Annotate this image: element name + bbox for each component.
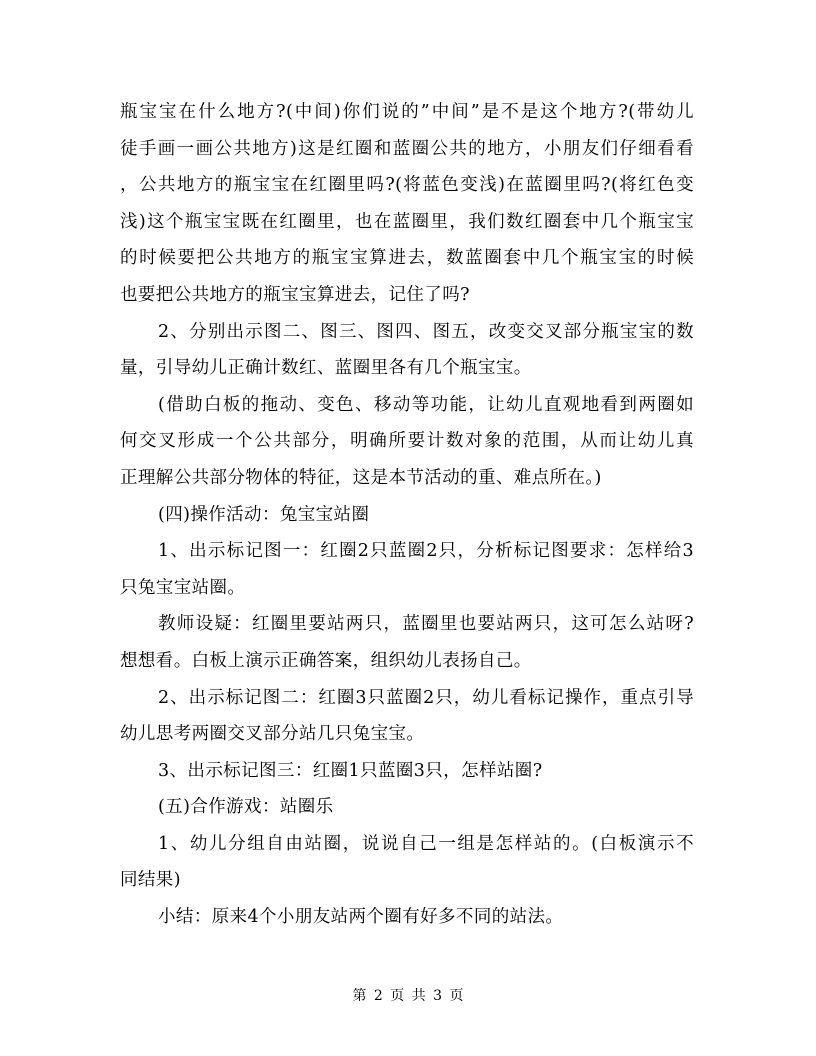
text-line: 瓶宝宝在什么地方?(中间)你们说的”中间”是不是这个地方?(带幼儿 xyxy=(120,102,694,122)
text-line: 何交叉形成一个公共部分，明确所要计数对象的范围，从而让幼儿真 xyxy=(120,431,694,452)
text-line: 浅)这个瓶宝宝既在红圈里，也在蓝圈里，我们数红圈套中几个瓶宝宝 xyxy=(120,211,694,232)
text-line: 3、出示标记图三：红圈1只蓝圈3只，怎样站圈? xyxy=(158,760,543,781)
text-line: 想想看。白板上演示正确答案，组织幼儿表扬自己。 xyxy=(120,650,532,671)
text-line: 2、出示标记图二：红圈3只蓝圈2只，幼儿看标记操作，重点引导 xyxy=(158,687,694,708)
text-line: 的时候要把公共地方的瓶宝宝算进去，数蓝圈套中几个瓶宝宝的时候 xyxy=(120,248,694,269)
text-line: 1、幼儿分组自由站圈，说说自己一组是怎样站的。(白板演示不 xyxy=(158,833,694,854)
text-line: 徒手画一画公共地方)这是红圈和蓝圈公共的地方，小朋友们仔细看看 xyxy=(120,138,694,159)
text-line: (四)操作活动：兔宝宝站圈 xyxy=(158,504,370,525)
text-line: 量，引导幼儿正确计数红、蓝圈里各有几个瓶宝宝。 xyxy=(120,358,532,379)
text-line: (借助白板的拖动、变色、移动等功能，让幼儿直观地看到两圈如 xyxy=(158,394,694,415)
text-line: 教师设疑：红圈里要站两只，蓝圈里也要站两只，这可怎么站呀? xyxy=(158,614,694,635)
document-body xyxy=(120,94,694,936)
page-footer: 第 2 页 共 3 页 xyxy=(352,988,464,1004)
text-line: 1、出示标记图一：红圈2只蓝圈2只，分析标记图要求：怎样给3 xyxy=(158,541,694,562)
text-line: 2、分别出示图二、图三、图四、图五，改变交叉部分瓶宝宝的数 xyxy=(158,321,694,342)
text-line: 小结：原来4个小朋友站两个圈有好多不同的站法。 xyxy=(158,907,564,928)
text-line: 正理解公共部分物体的特征，这是本节活动的重、难点所在。) xyxy=(120,467,602,488)
text-line: ，公共地方的瓶宝宝在红圈里吗?(将蓝色变浅)在蓝圈里吗?(将红色变 xyxy=(120,175,694,196)
text-line: 只兔宝宝站圈。 xyxy=(120,577,246,598)
text-line: 也要把公共地方的瓶宝宝算进去，记住了吗? xyxy=(120,284,470,305)
text-line: 同结果) xyxy=(120,870,181,891)
text-line: (五)合作游戏：站圈乐 xyxy=(158,797,334,818)
text-line: 幼儿思考两圈交叉部分站几只兔宝宝。 xyxy=(120,724,425,745)
